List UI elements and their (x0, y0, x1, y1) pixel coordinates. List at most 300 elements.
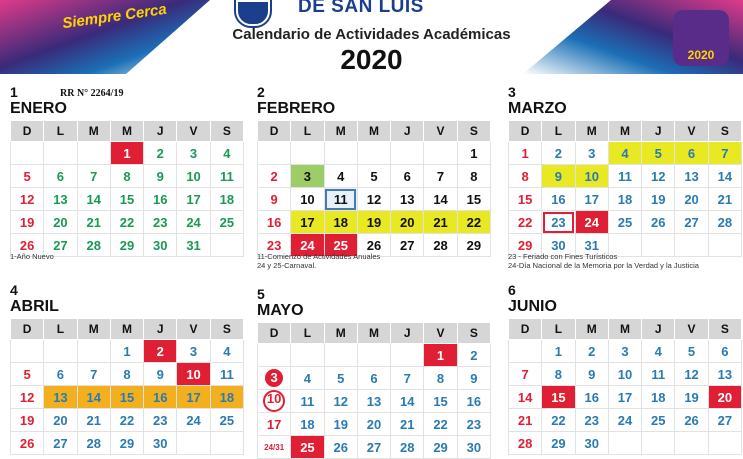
day-cell: 19 (11, 409, 44, 432)
day-cell: 17 (177, 188, 210, 211)
month-name: MAYO (257, 302, 304, 319)
day-cell: 12 (357, 188, 390, 211)
day-cell: 7 (77, 165, 110, 188)
month-number: 6 (508, 282, 516, 298)
day-cell: 24 (291, 234, 324, 257)
day-cell: 3 (608, 340, 641, 363)
month-note: 24-Día Nacional de la Memoria por la Verdad y la Justicia (508, 261, 699, 270)
day-cell: 13 (44, 386, 77, 409)
day-cell: 21 (424, 211, 457, 234)
month-name: JUNIO (508, 298, 557, 315)
empty-day-cell (608, 432, 641, 455)
day-cell: 3 (575, 142, 608, 165)
weekday-header: M (608, 121, 641, 142)
day-cell: 31 (177, 234, 210, 257)
day-cell: 1 (110, 142, 143, 165)
weekday-header: M (575, 121, 608, 142)
weekday-header: D (258, 121, 291, 142)
weekday-header: J (642, 319, 675, 340)
day-cell: 6 (708, 340, 741, 363)
weekday-header: V (675, 319, 708, 340)
week-row (509, 363, 742, 386)
day-cell: 21 (77, 211, 110, 234)
empty-day-cell (642, 432, 675, 455)
week-row (509, 386, 742, 409)
day-cell: 21 (509, 409, 542, 432)
day-cell: 2 (258, 165, 291, 188)
day-cell: 29 (509, 234, 542, 257)
day-cell: 12 (642, 165, 675, 188)
empty-day-cell (324, 142, 357, 165)
weekday-header: D (258, 323, 291, 344)
day-cell: 15 (110, 188, 143, 211)
day-cell: 23 (144, 211, 177, 234)
day-cell: 2 (144, 340, 177, 363)
empty-day-cell (391, 142, 424, 165)
day-cell: 10 (177, 363, 210, 386)
day-cell: 23 (575, 409, 608, 432)
day-cell: 8 (457, 165, 490, 188)
day-cell: 16 (144, 386, 177, 409)
day-cell: 10 (608, 363, 641, 386)
empty-day-cell (708, 432, 741, 455)
day-cell: 13 (391, 188, 424, 211)
weekday-header: S (210, 121, 243, 142)
empty-day-cell (44, 340, 77, 363)
empty-day-cell (291, 142, 324, 165)
day-cell: 18 (608, 188, 641, 211)
weekday-header: S (210, 319, 243, 340)
month-grid (10, 318, 244, 455)
university-seal-icon (236, 0, 270, 26)
day-cell: 20 (708, 386, 741, 409)
week-row (258, 413, 491, 436)
day-cell: 27 (357, 436, 390, 459)
day-cell: 20 (357, 413, 390, 436)
day-cell: 7 (509, 363, 542, 386)
week-row (509, 188, 742, 211)
day-cell: 30 (144, 432, 177, 455)
day-cell: 18 (324, 211, 357, 234)
weekday-header: M (110, 121, 143, 142)
day-cell: 12 (11, 386, 44, 409)
day-cell: 10 (177, 165, 210, 188)
day-cell: 24 (177, 211, 210, 234)
month-grid (10, 120, 244, 257)
weekday-header: M (110, 319, 143, 340)
month-number: 2 (257, 84, 265, 100)
empty-day-cell (424, 142, 457, 165)
day-cell: 11 (642, 363, 675, 386)
weekday-header: V (177, 121, 210, 142)
weekday-header: M (608, 319, 641, 340)
empty-day-cell (44, 142, 77, 165)
day-cell: 11 (210, 165, 243, 188)
day-cell: 16 (542, 188, 575, 211)
week-row (509, 142, 742, 165)
day-cell: 9 (542, 165, 575, 188)
day-cell: 23 (144, 409, 177, 432)
banner-badge: 2020 (673, 10, 729, 66)
day-cell: 17 (177, 386, 210, 409)
week-row (258, 211, 491, 234)
day-cell: 14 (509, 386, 542, 409)
day-cell: 25 (642, 409, 675, 432)
empty-day-cell (11, 142, 44, 165)
day-cell: 16 (144, 188, 177, 211)
week-row (11, 340, 244, 363)
month-number: 5 (257, 286, 265, 302)
day-cell: 18 (210, 386, 243, 409)
weekday-header: L (542, 121, 575, 142)
weekday-header: J (391, 323, 424, 344)
day-cell: 11 (608, 165, 641, 188)
day-cell: 16 (575, 386, 608, 409)
month-grid (257, 322, 491, 459)
weekday-header: J (642, 121, 675, 142)
day-cell: 19 (324, 413, 357, 436)
week-row (258, 436, 491, 459)
weekday-header: J (144, 121, 177, 142)
day-cell: 24/31 (258, 436, 291, 459)
empty-day-cell (708, 234, 741, 257)
day-cell: 4 (608, 142, 641, 165)
day-cell: 8 (542, 363, 575, 386)
week-row (11, 386, 244, 409)
month-number: 3 (508, 84, 516, 100)
day-cell: 2 (575, 340, 608, 363)
day-cell: 4 (210, 142, 243, 165)
day-cell: 12 (324, 390, 357, 413)
week-row (11, 432, 244, 455)
day-cell: 2 (457, 344, 490, 367)
day-cell: 26 (675, 409, 708, 432)
week-row (11, 363, 244, 386)
empty-day-cell (77, 142, 110, 165)
day-cell: 1 (457, 142, 490, 165)
day-cell: 3 (177, 340, 210, 363)
day-cell: 28 (509, 432, 542, 455)
day-cell: 19 (11, 211, 44, 234)
weekday-header: L (542, 319, 575, 340)
day-cell: 26 (642, 211, 675, 234)
week-row (258, 367, 491, 390)
holiday-circle: 10 (263, 390, 285, 412)
weekday-header: S (457, 323, 490, 344)
day-cell: 7 (391, 367, 424, 390)
day-cell: 2 (542, 142, 575, 165)
day-cell: 28 (391, 436, 424, 459)
day-cell: 19 (675, 386, 708, 409)
day-cell: 29 (424, 436, 457, 459)
week-row (258, 390, 491, 413)
month-note: 1-Año Nuevo (10, 252, 54, 261)
week-row (258, 165, 491, 188)
day-cell: 1 (424, 344, 457, 367)
day-cell: 1 (509, 142, 542, 165)
day-cell: 5 (357, 165, 390, 188)
day-cell (258, 390, 291, 413)
day-cell: 29 (542, 432, 575, 455)
empty-day-cell (11, 340, 44, 363)
month-name: MARZO (508, 100, 567, 117)
weekday-header: M (357, 121, 390, 142)
weekday-header: M (324, 121, 357, 142)
day-cell: 27 (44, 234, 77, 257)
day-cell: 9 (258, 188, 291, 211)
weekday-header: L (291, 323, 324, 344)
week-row (258, 142, 491, 165)
day-cell: 15 (542, 386, 575, 409)
empty-day-cell (210, 234, 243, 257)
calendar-subtitle: Calendario de Actividades Académicas (232, 26, 511, 43)
day-cell: 11 (291, 390, 324, 413)
day-cell: 14 (77, 188, 110, 211)
day-cell: 4 (291, 367, 324, 390)
day-cell: 27 (708, 409, 741, 432)
day-cell: 15 (509, 188, 542, 211)
week-row (11, 165, 244, 188)
empty-day-cell (357, 344, 390, 367)
day-cell: 22 (509, 211, 542, 234)
day-cell: 12 (675, 363, 708, 386)
day-cell: 10 (291, 188, 324, 211)
day-cell: 25 (291, 436, 324, 459)
month-note: 23 - Feriado con Fines Turísticos (508, 252, 618, 261)
day-cell: 23 (542, 211, 575, 234)
day-cell: 9 (575, 363, 608, 386)
day-cell: 18 (210, 188, 243, 211)
day-cell: 29 (457, 234, 490, 257)
resolution-number: RR N° 2264/19 (60, 88, 124, 99)
weekday-header: J (144, 319, 177, 340)
weekday-header: V (424, 121, 457, 142)
weekday-header: V (675, 121, 708, 142)
day-cell: 13 (675, 165, 708, 188)
empty-day-cell (509, 340, 542, 363)
day-cell: 28 (77, 234, 110, 257)
month-number: 1 (10, 84, 18, 100)
day-cell: 13 (44, 188, 77, 211)
week-row (11, 211, 244, 234)
empty-day-cell (391, 344, 424, 367)
day-cell: 24 (608, 409, 641, 432)
month-grid (508, 318, 742, 455)
university-name: DE SAN LUIS (298, 0, 424, 17)
day-cell: 8 (110, 165, 143, 188)
day-cell (258, 367, 291, 390)
weekday-header: S (457, 121, 490, 142)
week-row (509, 165, 742, 188)
weekday-header: M (77, 319, 110, 340)
day-cell: 18 (642, 386, 675, 409)
day-cell: 14 (424, 188, 457, 211)
day-cell: 16 (457, 390, 490, 413)
day-cell: 26 (11, 432, 44, 455)
day-cell: 3 (177, 142, 210, 165)
calendar-year: 2020 (340, 44, 403, 74)
day-cell: 15 (110, 386, 143, 409)
day-cell: 6 (357, 367, 390, 390)
day-cell: 17 (258, 413, 291, 436)
day-cell: 24 (575, 211, 608, 234)
holiday-circle: 3 (265, 369, 283, 387)
empty-day-cell (77, 340, 110, 363)
weekday-header: D (11, 319, 44, 340)
weekday-header: D (11, 121, 44, 142)
day-cell: 23 (258, 234, 291, 257)
day-cell: 30 (457, 436, 490, 459)
day-cell: 21 (77, 409, 110, 432)
weekday-header: V (177, 319, 210, 340)
month-name: ENERO (10, 100, 67, 117)
weekday-header: S (708, 121, 741, 142)
week-row (509, 340, 742, 363)
empty-day-cell (177, 432, 210, 455)
day-cell: 15 (457, 188, 490, 211)
week-row (11, 188, 244, 211)
day-cell: 7 (77, 363, 110, 386)
day-cell: 12 (11, 188, 44, 211)
month-name: FEBRERO (257, 100, 336, 117)
day-cell: 5 (11, 165, 44, 188)
day-cell: 14 (77, 386, 110, 409)
day-cell: 27 (675, 211, 708, 234)
month-name: ABRIL (10, 298, 59, 315)
day-cell: 25 (608, 211, 641, 234)
day-cell: 9 (144, 165, 177, 188)
day-cell: 7 (424, 165, 457, 188)
day-cell: 5 (324, 367, 357, 390)
header-banner (0, 0, 743, 74)
empty-day-cell (642, 234, 675, 257)
weekday-header: M (324, 323, 357, 344)
day-cell: 8 (110, 363, 143, 386)
weekday-header: M (77, 121, 110, 142)
day-cell: 28 (77, 432, 110, 455)
day-cell: 28 (708, 211, 741, 234)
day-cell: 13 (357, 390, 390, 413)
day-cell: 20 (675, 188, 708, 211)
day-cell: 5 (11, 363, 44, 386)
day-cell: 9 (144, 363, 177, 386)
weekday-header: D (509, 121, 542, 142)
day-cell: 23 (457, 413, 490, 436)
empty-day-cell (675, 234, 708, 257)
weekday-header: M (575, 319, 608, 340)
day-cell: 21 (391, 413, 424, 436)
day-cell: 11 (210, 363, 243, 386)
day-cell: 26 (357, 234, 390, 257)
day-cell: 29 (110, 432, 143, 455)
empty-day-cell (324, 344, 357, 367)
week-row (258, 344, 491, 367)
month-number: 4 (10, 282, 18, 298)
day-cell: 5 (642, 142, 675, 165)
day-cell: 20 (44, 211, 77, 234)
banner-slogan: Siempre Cerca (61, 0, 168, 33)
day-cell: 19 (357, 211, 390, 234)
day-cell: 5 (675, 340, 708, 363)
day-cell: 22 (424, 413, 457, 436)
empty-day-cell (258, 344, 291, 367)
day-cell: 4 (210, 340, 243, 363)
day-cell: 13 (708, 363, 741, 386)
day-cell: 21 (708, 188, 741, 211)
day-cell: 1 (110, 340, 143, 363)
empty-day-cell (357, 142, 390, 165)
empty-day-cell (210, 432, 243, 455)
day-cell: 19 (642, 188, 675, 211)
day-cell: 20 (391, 211, 424, 234)
day-cell: 31 (575, 234, 608, 257)
day-cell: 4 (324, 165, 357, 188)
day-cell: 7 (708, 142, 741, 165)
weekday-header: L (44, 121, 77, 142)
day-cell: 22 (110, 409, 143, 432)
day-cell: 17 (608, 386, 641, 409)
day-cell: 24 (177, 409, 210, 432)
day-cell: 30 (144, 234, 177, 257)
day-cell: 25 (324, 234, 357, 257)
day-cell: 6 (44, 363, 77, 386)
day-cell: 6 (675, 142, 708, 165)
day-cell: 8 (509, 165, 542, 188)
month-note: 24 y 25-Carnaval. (257, 261, 317, 270)
day-cell: 9 (457, 367, 490, 390)
day-cell: 27 (44, 432, 77, 455)
day-cell: 15 (424, 390, 457, 413)
day-cell: 18 (291, 413, 324, 436)
day-cell: 16 (258, 211, 291, 234)
day-cell: 17 (575, 188, 608, 211)
month-note: 11-Comienzo de Actividades Anuales (257, 252, 381, 261)
weekday-header: S (708, 319, 741, 340)
week-row (11, 142, 244, 165)
day-cell: 14 (708, 165, 741, 188)
week-row (509, 211, 742, 234)
day-cell: 8 (424, 367, 457, 390)
week-row (11, 409, 244, 432)
weekday-header: L (291, 121, 324, 142)
empty-day-cell (675, 432, 708, 455)
day-cell: 28 (424, 234, 457, 257)
day-cell: 10 (575, 165, 608, 188)
day-cell: 29 (110, 234, 143, 257)
day-cell: 26 (11, 234, 44, 257)
day-cell: 22 (542, 409, 575, 432)
weekday-header: D (509, 319, 542, 340)
day-cell: 27 (391, 234, 424, 257)
day-cell: 20 (44, 409, 77, 432)
weekday-header: J (391, 121, 424, 142)
day-cell: 3 (291, 165, 324, 188)
day-cell: 6 (391, 165, 424, 188)
week-row (509, 409, 742, 432)
day-cell: 26 (324, 436, 357, 459)
empty-day-cell (291, 344, 324, 367)
weekday-header: V (424, 323, 457, 344)
day-cell: 1 (542, 340, 575, 363)
day-cell: 17 (291, 211, 324, 234)
day-cell: 14 (391, 390, 424, 413)
weekday-header: M (357, 323, 390, 344)
day-cell: 25 (210, 409, 243, 432)
day-cell: 30 (575, 432, 608, 455)
week-row (258, 188, 491, 211)
day-cell: 22 (110, 211, 143, 234)
day-cell: 11 (324, 188, 357, 211)
